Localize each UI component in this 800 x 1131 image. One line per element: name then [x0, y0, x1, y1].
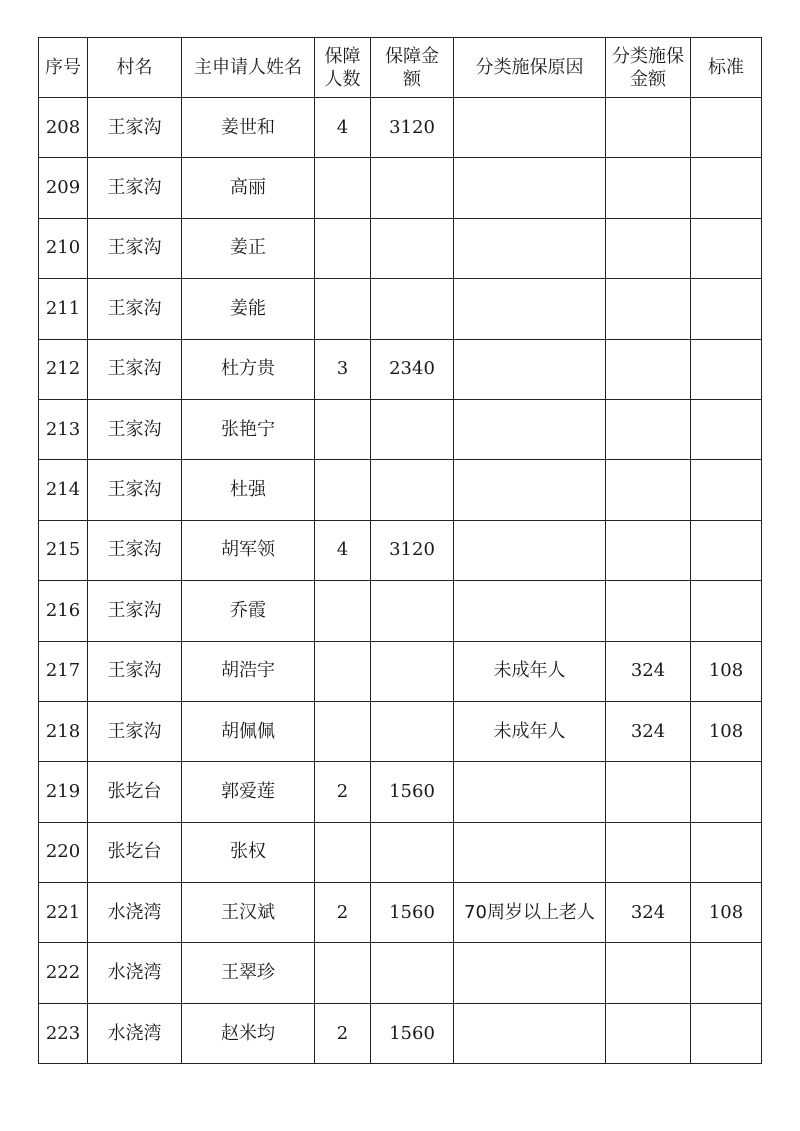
- standard-cell: [691, 762, 762, 822]
- header-standard: 标准: [691, 38, 762, 98]
- class-amount-cell: [606, 581, 691, 641]
- seq-cell: 223: [39, 1003, 88, 1063]
- header-persons: 保障人数: [315, 38, 371, 98]
- persons-cell: [315, 943, 371, 1003]
- applicant-name-cell: 姜能: [182, 279, 315, 339]
- class-amount-cell: [606, 98, 691, 158]
- reason-cell: [454, 339, 606, 399]
- amount-cell: 3120: [371, 98, 454, 158]
- amount-cell: [371, 279, 454, 339]
- seq-cell: 211: [39, 279, 88, 339]
- table-row: [39, 279, 762, 339]
- header-class-amount: 分类施保金额: [606, 38, 691, 98]
- amount-cell: 1560: [371, 1003, 454, 1063]
- applicant-name-cell: 高丽: [182, 158, 315, 218]
- applicant-name-cell: 乔霞: [182, 581, 315, 641]
- header-amount: 保障金额: [371, 38, 454, 98]
- village-cell: 王家沟: [88, 339, 182, 399]
- amount-cell: 3120: [371, 520, 454, 580]
- table-row: [39, 339, 762, 399]
- class-amount-cell: [606, 339, 691, 399]
- class-amount-cell: [606, 943, 691, 1003]
- village-cell: 王家沟: [88, 158, 182, 218]
- seq-cell: 210: [39, 218, 88, 278]
- table-row: [39, 520, 762, 580]
- table-row: [39, 98, 762, 158]
- applicant-name-cell: 姜世和: [182, 98, 315, 158]
- reason-cell: [454, 399, 606, 459]
- seq-cell: 216: [39, 581, 88, 641]
- reason-cell: [454, 460, 606, 520]
- amount-cell: 2340: [371, 339, 454, 399]
- applicant-name-cell: 杜强: [182, 460, 315, 520]
- standard-cell: 108: [691, 701, 762, 761]
- village-cell: 王家沟: [88, 581, 182, 641]
- reason-cell: 未成年人: [454, 641, 606, 701]
- reason-cell: [454, 218, 606, 278]
- amount-cell: [371, 581, 454, 641]
- amount-cell: [371, 460, 454, 520]
- reason-cell: [454, 279, 606, 339]
- village-cell: 水浇湾: [88, 1003, 182, 1063]
- persons-cell: 4: [315, 98, 371, 158]
- class-amount-cell: 324: [606, 883, 691, 943]
- header-seq: 序号: [39, 38, 88, 98]
- class-amount-cell: [606, 520, 691, 580]
- standard-cell: [691, 399, 762, 459]
- table-row: [39, 943, 762, 1003]
- table-row: [39, 822, 762, 882]
- persons-cell: [315, 279, 371, 339]
- village-cell: 王家沟: [88, 279, 182, 339]
- village-cell: 王家沟: [88, 520, 182, 580]
- seq-cell: 208: [39, 98, 88, 158]
- persons-cell: 2: [315, 1003, 371, 1063]
- amount-cell: 1560: [371, 762, 454, 822]
- applicant-name-cell: 王翠珍: [182, 943, 315, 1003]
- seq-cell: 214: [39, 460, 88, 520]
- persons-cell: [315, 460, 371, 520]
- amount-cell: [371, 158, 454, 218]
- applicant-name-cell: 郭爱莲: [182, 762, 315, 822]
- persons-cell: [315, 641, 371, 701]
- persons-cell: [315, 158, 371, 218]
- table-row: [39, 701, 762, 761]
- persons-cell: 3: [315, 339, 371, 399]
- persons-cell: 2: [315, 762, 371, 822]
- standard-cell: [691, 218, 762, 278]
- standard-cell: [691, 279, 762, 339]
- reason-cell: [454, 943, 606, 1003]
- seq-cell: 221: [39, 883, 88, 943]
- class-amount-cell: [606, 460, 691, 520]
- seq-cell: 222: [39, 943, 88, 1003]
- persons-cell: 4: [315, 520, 371, 580]
- standard-cell: [691, 158, 762, 218]
- applicant-name-cell: 赵米均: [182, 1003, 315, 1063]
- amount-cell: [371, 399, 454, 459]
- persons-cell: [315, 218, 371, 278]
- header-row: [39, 38, 762, 98]
- amount-cell: [371, 943, 454, 1003]
- table-row: [39, 1003, 762, 1063]
- seq-cell: 215: [39, 520, 88, 580]
- applicant-name-cell: 胡佩佩: [182, 701, 315, 761]
- standard-cell: [691, 98, 762, 158]
- table-row: [39, 399, 762, 459]
- village-cell: 王家沟: [88, 641, 182, 701]
- applicant-name-cell: 胡浩宇: [182, 641, 315, 701]
- amount-cell: [371, 218, 454, 278]
- reason-cell: [454, 520, 606, 580]
- persons-cell: [315, 581, 371, 641]
- persons-cell: [315, 822, 371, 882]
- table-row: [39, 762, 762, 822]
- reason-cell: 70周岁以上老人: [454, 883, 606, 943]
- standard-cell: [691, 581, 762, 641]
- standard-cell: [691, 1003, 762, 1063]
- village-cell: 王家沟: [88, 399, 182, 459]
- village-cell: 王家沟: [88, 98, 182, 158]
- village-cell: 水浇湾: [88, 943, 182, 1003]
- class-amount-cell: 324: [606, 641, 691, 701]
- village-cell: 张圪台: [88, 822, 182, 882]
- village-cell: 王家沟: [88, 218, 182, 278]
- applicant-name-cell: 王汉斌: [182, 883, 315, 943]
- seq-cell: 220: [39, 822, 88, 882]
- reason-cell: [454, 581, 606, 641]
- standard-cell: 108: [691, 883, 762, 943]
- applicant-name-cell: 张艳宁: [182, 399, 315, 459]
- class-amount-cell: [606, 218, 691, 278]
- reason-cell: [454, 98, 606, 158]
- table-body: [39, 98, 762, 1064]
- reason-cell: [454, 822, 606, 882]
- persons-cell: 2: [315, 883, 371, 943]
- standard-cell: [691, 943, 762, 1003]
- assistance-table: [38, 37, 762, 1064]
- class-amount-cell: [606, 822, 691, 882]
- reason-cell: [454, 1003, 606, 1063]
- seq-cell: 218: [39, 701, 88, 761]
- applicant-name-cell: 姜正: [182, 218, 315, 278]
- seq-cell: 219: [39, 762, 88, 822]
- village-cell: 张圪台: [88, 762, 182, 822]
- applicant-name-cell: 胡军领: [182, 520, 315, 580]
- village-cell: 王家沟: [88, 460, 182, 520]
- class-amount-cell: [606, 1003, 691, 1063]
- standard-cell: 108: [691, 641, 762, 701]
- class-amount-cell: [606, 158, 691, 218]
- seq-cell: 209: [39, 158, 88, 218]
- class-amount-cell: [606, 762, 691, 822]
- standard-cell: [691, 339, 762, 399]
- amount-cell: [371, 641, 454, 701]
- amount-cell: 1560: [371, 883, 454, 943]
- table-row: [39, 883, 762, 943]
- class-amount-cell: [606, 399, 691, 459]
- applicant-name-cell: 杜方贵: [182, 339, 315, 399]
- reason-cell: [454, 158, 606, 218]
- table-row: [39, 158, 762, 218]
- persons-cell: [315, 701, 371, 761]
- amount-cell: [371, 822, 454, 882]
- header-village: 村名: [88, 38, 182, 98]
- village-cell: 王家沟: [88, 701, 182, 761]
- reason-cell: 未成年人: [454, 701, 606, 761]
- amount-cell: [371, 701, 454, 761]
- seq-cell: 213: [39, 399, 88, 459]
- header-applicant: 主申请人姓名: [182, 38, 315, 98]
- class-amount-cell: 324: [606, 701, 691, 761]
- class-amount-cell: [606, 279, 691, 339]
- table-row: [39, 641, 762, 701]
- table-row: [39, 581, 762, 641]
- standard-cell: [691, 822, 762, 882]
- header-reason: 分类施保原因: [454, 38, 606, 98]
- reason-cell: [454, 762, 606, 822]
- applicant-name-cell: 张权: [182, 822, 315, 882]
- persons-cell: [315, 399, 371, 459]
- table-row: [39, 460, 762, 520]
- table-row: [39, 218, 762, 278]
- standard-cell: [691, 460, 762, 520]
- village-cell: 水浇湾: [88, 883, 182, 943]
- seq-cell: 212: [39, 339, 88, 399]
- seq-cell: 217: [39, 641, 88, 701]
- standard-cell: [691, 520, 762, 580]
